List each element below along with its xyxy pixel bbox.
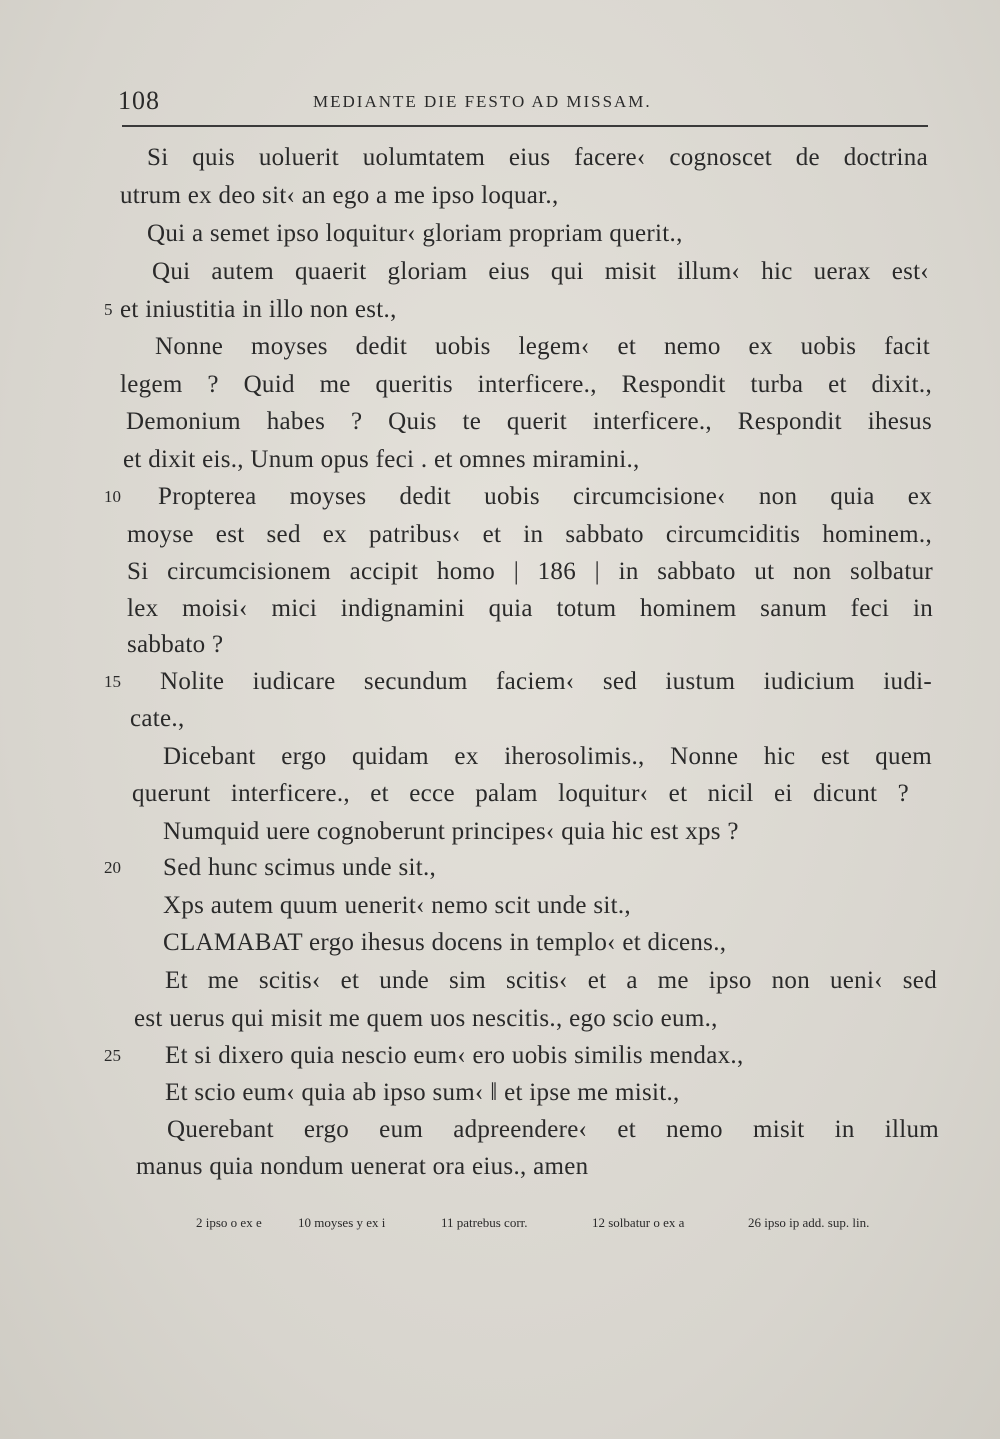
- text-line: Querebant ergo eum adpreendere‹ et nemo misit in illum: [167, 1116, 939, 1143]
- text-line: CLAMABAT ergo ihesus docens in templo‹ et dicens.,: [163, 929, 727, 956]
- line-number: 15: [104, 672, 121, 691]
- footnotes: [0, 1212, 1000, 1234]
- text-line: moyse est sed ex patribus‹ et in sabbato circumciditis hominem.,: [127, 521, 932, 548]
- running-title: MEDIANTE DIE FESTO AD MISSAM.: [313, 92, 652, 111]
- text-line: est uerus qui misit me quem uos nescitis., ego scio eum.,: [134, 1005, 718, 1032]
- footnote: 26 ipso ip add. sup. lin.: [748, 1215, 870, 1230]
- text-line: Sed hunc scimus unde sit.,: [163, 854, 437, 881]
- page-header: [118, 86, 930, 126]
- text-line: Dicebant ergo quidam ex iherosolimis., Nonne hic est quem: [163, 743, 932, 770]
- text-line: et iniustitia in illo non est.,: [120, 296, 397, 323]
- line-number: 5: [104, 300, 113, 319]
- text-line: lex moisi‹ mici indignamini quia totum hominem sanum feci in: [127, 595, 933, 622]
- text-line: Nonne moyses dedit uobis legem‹ et nemo ex uobis facit: [155, 333, 930, 360]
- footnote: 10 moyses y ex i: [298, 1215, 386, 1230]
- line-number: 25: [104, 1046, 121, 1065]
- text-line: Xps autem quum uenerit‹ nemo scit unde sit.,: [163, 892, 631, 919]
- text-line: cate.,: [130, 705, 185, 732]
- text-line: Qui autem quaerit gloriam eius qui misit illum‹ hic uerax est‹: [152, 258, 929, 285]
- text-line: utrum ex deo sit‹ an ego a me ipso loquar.,: [120, 182, 559, 209]
- text-line: Nolite iudicare secundum faciem‹ sed iustum iudicium iudi-: [160, 668, 932, 695]
- text-line: Si circumcisionem accipit homo | 186 | in sabbato ut non solbatur: [127, 558, 933, 585]
- footnote: 11 patrebus corr.: [441, 1215, 528, 1230]
- text-line: Et si dixero quia nescio eum‹ ero uobis similis mendax.,: [165, 1042, 744, 1069]
- text-line: querunt interficere., et ecce palam loquitur‹ et nicil ei dicunt ?: [132, 780, 909, 807]
- text-line: legem ? Quid me queritis interficere., Respondit turba et dixit.,: [120, 371, 932, 398]
- header-rule: [122, 125, 928, 127]
- text-line: manus quia nondum uenerat ora eius., amen: [136, 1153, 589, 1180]
- footnote: 12 solbatur o ex a: [592, 1215, 685, 1230]
- footnote: 2 ipso o ex e: [196, 1215, 262, 1230]
- text-line: sabbato ?: [127, 631, 224, 658]
- line-number: 10: [104, 487, 121, 506]
- text-line: Propterea moyses dedit uobis circumcisione‹ non quia ex: [158, 483, 932, 510]
- page-number: 108: [118, 86, 160, 115]
- text-line: Et scio eum‹ quia ab ipso sum‹ ‖ et ipse me misit.,: [165, 1079, 680, 1106]
- text-line: Demonium habes ? Quis te querit interficere., Respondit ihesus: [126, 408, 932, 435]
- text-line: Qui a semet ipso loquitur‹ gloriam propriam querit.,: [147, 220, 683, 247]
- text-line: Et me scitis‹ et unde sim scitis‹ et a me ipso non ueni‹ sed: [165, 967, 937, 994]
- text-line: Si quis uoluerit uolumtatem eius facere‹ cognoscet de doctrina: [147, 144, 928, 171]
- line-number: 20: [104, 858, 121, 877]
- text-line: Numquid uere cognoberunt principes‹ quia hic est xps ?: [163, 818, 739, 845]
- text-line: et dixit eis., Unum opus feci . et omnes miramini.,: [123, 446, 640, 473]
